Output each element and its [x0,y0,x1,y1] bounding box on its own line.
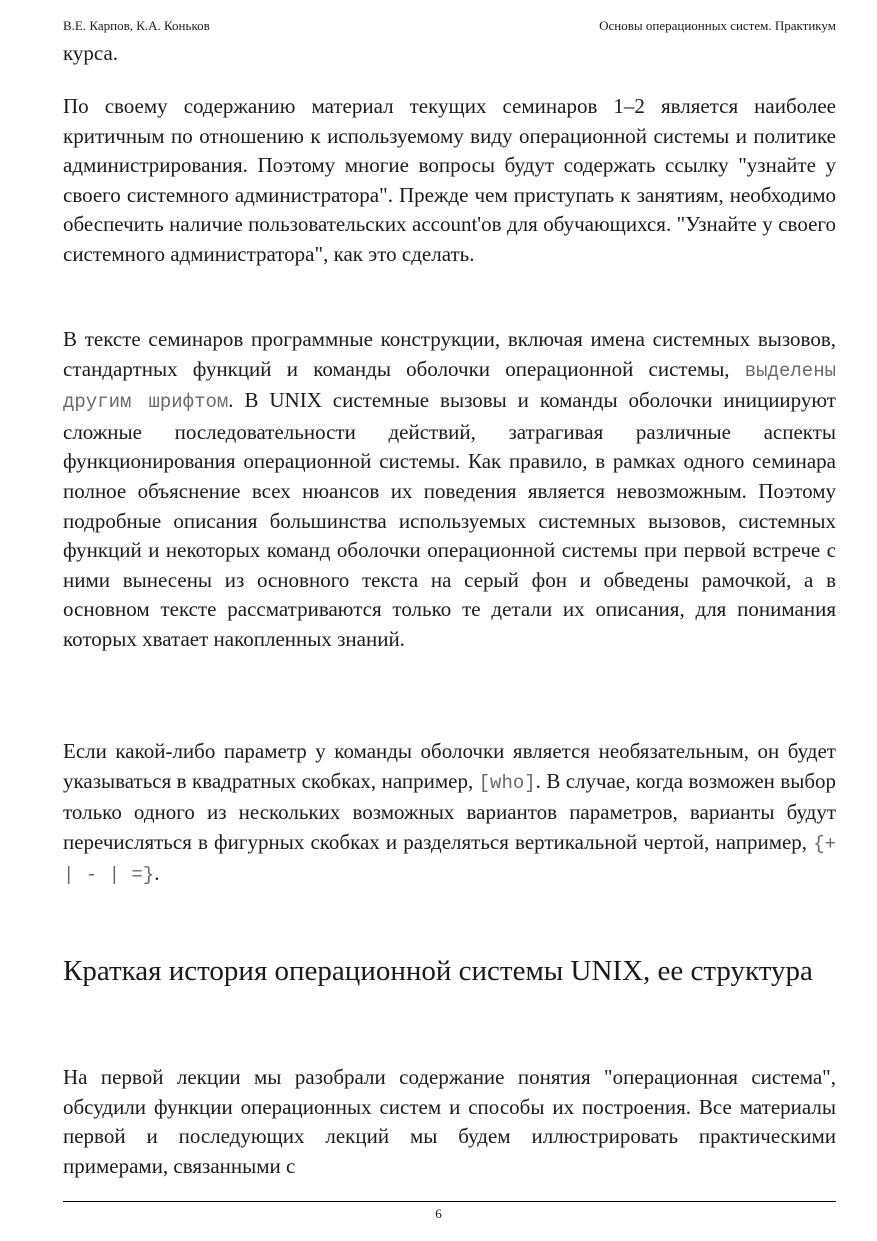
header-authors: В.Е. Карпов, К.А. Коньков [63,18,210,33]
paragraph-intro [63,1063,836,1181]
footer-divider [63,1201,836,1202]
header-book-title: Основы операционных систем. Практикум [599,18,836,33]
section-heading: Краткая история операционной системы UNIX, ее структура [63,955,813,987]
paragraph-text: Если какой-либо параметр у команды оболочки является необязательным, он будет указываться в квадратных скобках, например, [who]. В случае, когда возможен выбор только одного из нескольких возможных вариантов параметров, варианты будут перечисляться в фигурных скобках и разделяться вертикальной чертой, например, {+ | - | =}. [63,739,836,887]
page-number: 6 [435,1206,442,1221]
paragraph-font-conventions [63,325,836,655]
paragraph-text: По своему содержанию материал текущих семинаров 1–2 является наиболее критичным по отношению к используемому виду операционной системы и политике администрирования. Поэтому многие вопросы будут содержать ссылку "узнайте у своего системного администратора". Прежде чем приступать к занятиям, необходимо обеспечить наличие пользовательских account'ов для обучающихся. "Узнайте у своего системного администратора", как это сделать. [63,94,836,266]
running-header [63,17,836,35]
paragraph-admin-note [63,92,836,270]
monospace-example: выделены другим шрифтом [63,359,836,414]
paragraph-continuation [63,39,836,69]
paragraph-text: курса. [63,41,119,65]
paragraph-text: В тексте семинаров программные конструкции, включая имена системных вызовов, стандартных функций и команды оболочки операционной системы, выделены другим шрифтом. В UNIX системные вызовы и команды оболочки инициируют сложные последовательности действий, затрагивая различные аспекты функционирования операционной системы. Как правило, в рамках одного семинара полное объяснение всех нюансов их поведения является невозможным. Поэтому подробные описания большинства используемых системных вызовов, системных функций и некоторых команд оболочки операционной системы при первой встрече с ними вынесены из основного текста на серый фон и обведены рамочкой, а в основном тексте рассматриваются только те детали их описания, для понимания которых хватает накопленных знаний. [63,327,836,651]
paragraph-parameter-conventions [63,737,836,891]
monospace-example: {+ | - | =} [63,832,836,887]
monospace-example: [who] [478,771,536,794]
paragraph-text: На первой лекции мы разобрали содержание понятия "операционная система", обсудили функции операционных систем и способы их построения. Все материалы первой и последующих лекций мы будем иллюстрировать практическими примерами, связанными с [63,1065,836,1178]
